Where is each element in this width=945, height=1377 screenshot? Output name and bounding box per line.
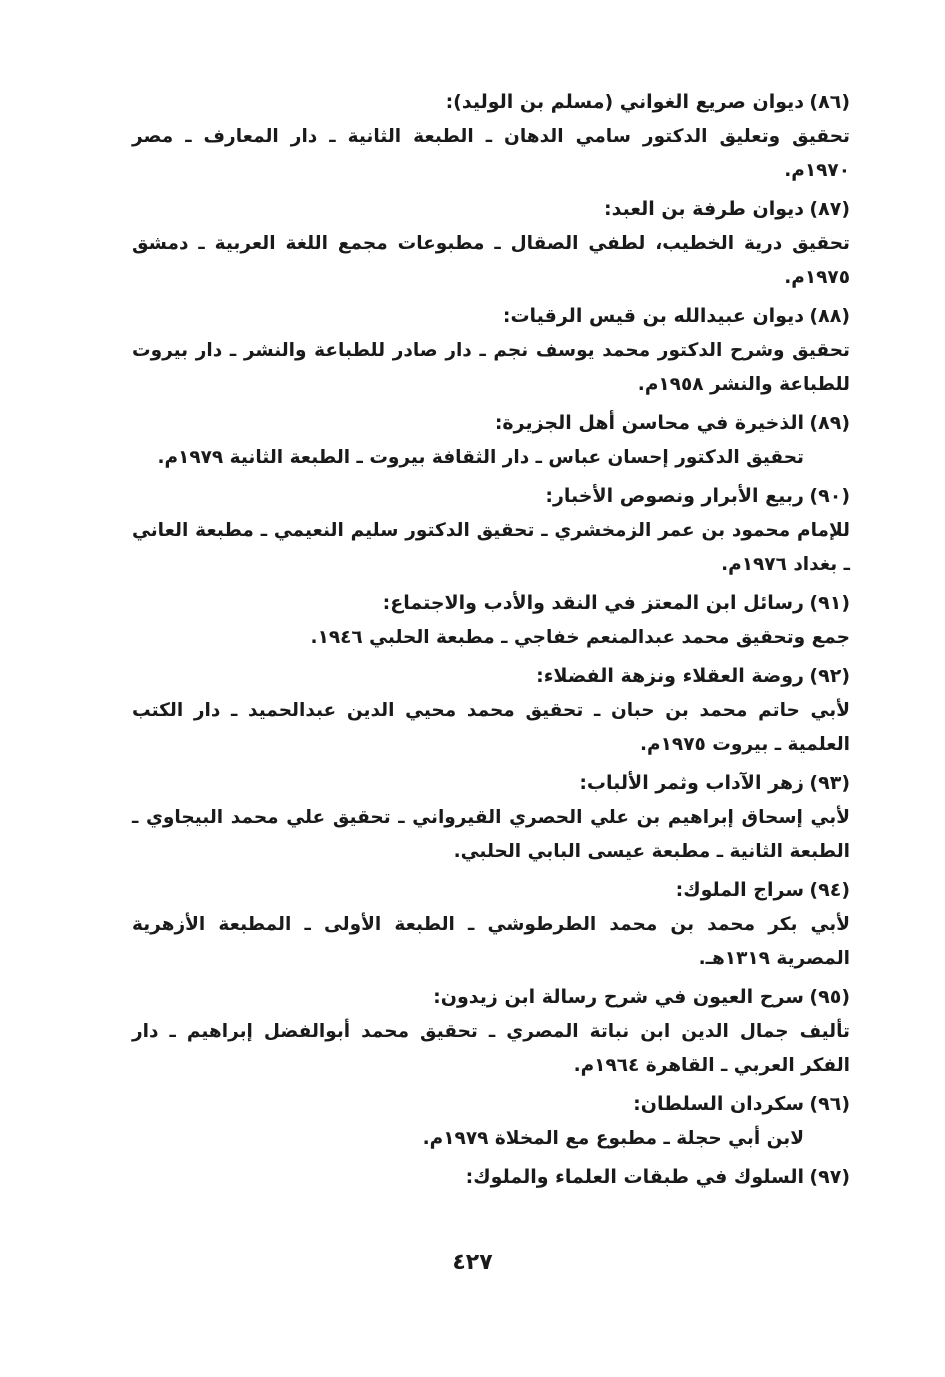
entry-title: ديوان صريع الغواني (مسلم بن الوليد): bbox=[445, 91, 804, 113]
entry-details: لأبي بكر محمد بن محمد الطرطوشي ـ الطبعة الأولى ـ المطبعة الأزهرية المصرية ١٣١٩هـ. bbox=[132, 914, 850, 969]
entry-number: (٨٨) bbox=[809, 305, 850, 327]
entry-number: (٩٥) bbox=[809, 986, 850, 1008]
entry-title: زهر الآداب وثمر الألباب: bbox=[579, 772, 804, 794]
bibliography-entry bbox=[128, 585, 850, 655]
bibliography-list bbox=[128, 84, 850, 1198]
bibliography-entry bbox=[128, 872, 850, 976]
entry-number: (٨٩) bbox=[809, 412, 850, 434]
entry-title: رسائل ابن المعتز في النقد والأدب والاجتماع: bbox=[382, 592, 804, 614]
entry-title: سراج الملوك: bbox=[675, 879, 804, 901]
entry-number: (٨٦) bbox=[809, 91, 850, 113]
bibliography-entry bbox=[128, 478, 850, 582]
entry-details: تأليف جمال الدين ابن نباتة المصري ـ تحقيق محمد أبوالفضل إبراهيم ـ دار الفكر العربي ـ القاهرة ١٩٦٤م. bbox=[132, 1021, 850, 1076]
entry-title: ديوان طرفة بن العبد: bbox=[604, 198, 804, 220]
bibliography-entry bbox=[128, 405, 850, 475]
entry-details: لأبي حاتم محمد بن حبان ـ تحقيق محمد محيي الدين عبدالحميد ـ دار الكتب العلمية ـ بيروت ١٩٧٥م. bbox=[132, 700, 850, 755]
bibliography-entry bbox=[128, 1159, 850, 1195]
entry-number: (٩٢) bbox=[809, 665, 850, 687]
bibliography-entry bbox=[128, 1086, 850, 1156]
entry-heading bbox=[128, 1159, 850, 1195]
bibliography-entry bbox=[128, 298, 850, 402]
entry-details: لأبي إسحاق إبراهيم بن علي الحصري القيرواني ـ تحقيق علي محمد البيجاوي ـ الطبعة الثانية ـ مطبعة عيسى البابي الحلبي. bbox=[132, 807, 850, 862]
entry-details: جمع وتحقيق محمد عبدالمنعم خفاجي ـ مطبعة الحلبي ١٩٤٦. bbox=[310, 627, 850, 648]
page-number: ٤٢٧ bbox=[452, 1250, 493, 1275]
entry-details: تحقيق درية الخطيب، لطفي الصقال ـ مطبوعات مجمع اللغة العربية ـ دمشق ١٩٧٥م. bbox=[132, 233, 850, 288]
entry-heading bbox=[128, 298, 850, 334]
entry-title: السلوك في طبقات العلماء والملوك: bbox=[465, 1166, 804, 1188]
entry-heading bbox=[128, 585, 850, 621]
entry-heading bbox=[128, 478, 850, 514]
entry-number: (٩١) bbox=[809, 592, 850, 614]
entry-heading bbox=[128, 405, 850, 441]
entry-title: سرح العيون في شرح رسالة ابن زيدون: bbox=[433, 986, 804, 1008]
entry-title: الذخيرة في محاسن أهل الجزيرة: bbox=[494, 412, 804, 434]
entry-details: لابن أبي حجلة ـ مطبوع مع المخلاة ١٩٧٩م. bbox=[422, 1128, 804, 1149]
entry-details: للإمام محمود بن عمر الزمخشري ـ تحقيق الدكتور سليم النعيمي ـ مطبعة العاني ـ بغداد ١٩٧٦م. bbox=[132, 520, 850, 575]
bibliography-entry bbox=[128, 658, 850, 762]
entry-number: (٩٠) bbox=[809, 485, 850, 507]
entry-heading bbox=[128, 191, 850, 227]
entry-title: سكردان السلطان: bbox=[633, 1093, 804, 1115]
entry-heading bbox=[128, 658, 850, 694]
entry-details: تحقيق الدكتور إحسان عباس ـ دار الثقافة بيروت ـ الطبعة الثانية ١٩٧٩م. bbox=[157, 447, 804, 468]
entry-title: ربيع الأبرار ونصوص الأخبار: bbox=[545, 485, 804, 507]
entry-number: (٨٧) bbox=[809, 198, 850, 220]
entry-number: (٩٧) bbox=[809, 1166, 850, 1188]
bibliography-entry bbox=[128, 84, 850, 188]
entry-heading bbox=[128, 1086, 850, 1122]
entry-details: تحقيق وشرح الدكتور محمد يوسف نجم ـ دار صادر للطباعة والنشر ـ دار بيروت للطباعة والنشر ١٩٥٨م. bbox=[132, 340, 850, 395]
entry-heading bbox=[128, 872, 850, 908]
bibliography-entry bbox=[128, 191, 850, 295]
entry-title: روضة العقلاء ونزهة الفضلاء: bbox=[536, 665, 804, 687]
entry-heading bbox=[128, 979, 850, 1015]
entry-title: ديوان عبيدالله بن قيس الرقيات: bbox=[502, 305, 804, 327]
entry-heading bbox=[128, 765, 850, 801]
entry-heading bbox=[128, 84, 850, 120]
bibliography-entry bbox=[128, 765, 850, 869]
entry-number: (٩٦) bbox=[809, 1093, 850, 1115]
entry-number: (٩٤) bbox=[809, 879, 850, 901]
bibliography-entry bbox=[128, 979, 850, 1083]
entry-details: تحقيق وتعليق الدكتور سامي الدهان ـ الطبعة الثانية ـ دار المعارف ـ مصر ١٩٧٠م. bbox=[132, 126, 850, 181]
entry-number: (٩٣) bbox=[809, 772, 850, 794]
